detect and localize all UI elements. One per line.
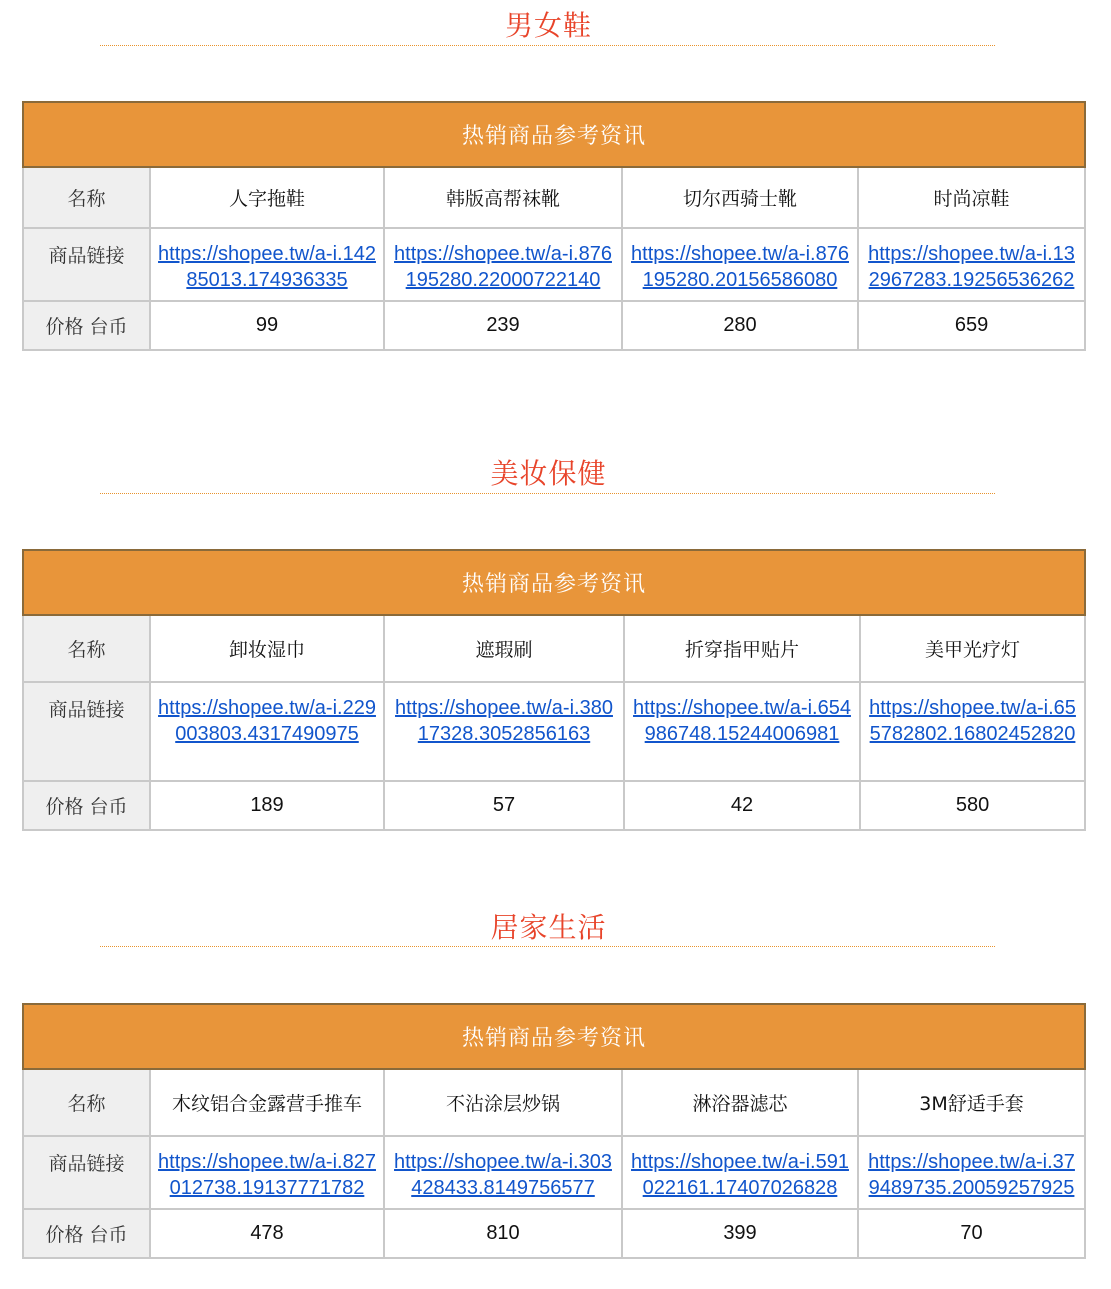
row-label-link: 商品链接 <box>23 682 150 781</box>
product-link[interactable]: https://shopee.tw/a-i.655782802.16802452820 <box>869 697 1076 745</box>
product-table-shoes <box>22 101 1086 351</box>
product-name: 人字拖鞋 <box>150 167 384 228</box>
product-link[interactable]: https://shopee.tw/a-i.303428433.8149756577 <box>394 1151 612 1199</box>
product-price: 57 <box>384 781 624 830</box>
product-link[interactable]: https://shopee.tw/a-i.38017328.3052856163 <box>395 697 613 745</box>
section-title-shoes: 男女鞋 <box>504 9 592 42</box>
row-label-link: 商品链接 <box>23 1136 150 1209</box>
product-price: 189 <box>150 781 384 830</box>
product-name: 3M舒适手套 <box>858 1069 1085 1136</box>
product-price: 99 <box>150 301 384 350</box>
row-label-link: 商品链接 <box>23 228 150 301</box>
product-link[interactable]: https://shopee.tw/a-i.876195280.22000722140 <box>394 243 612 291</box>
table-title: 热销商品参考资讯 <box>23 102 1085 167</box>
product-price: 580 <box>860 781 1085 830</box>
product-name: 折穿指甲贴片 <box>624 615 860 682</box>
product-name: 时尚凉鞋 <box>858 167 1085 228</box>
section-divider <box>100 946 995 947</box>
product-name: 木纹铝合金露营手推车 <box>150 1069 384 1136</box>
product-price: 70 <box>858 1209 1085 1258</box>
row-label-name: 名称 <box>23 615 150 682</box>
product-price: 280 <box>622 301 858 350</box>
product-name: 不沾涂层炒锅 <box>384 1069 622 1136</box>
product-price: 659 <box>858 301 1085 350</box>
product-price: 42 <box>624 781 860 830</box>
product-table-home <box>22 1003 1086 1259</box>
section-title-beauty: 美妆保健 <box>490 457 607 490</box>
product-link[interactable]: https://shopee.tw/a-i.876195280.20156586080 <box>631 243 849 291</box>
row-label-name: 名称 <box>23 1069 150 1136</box>
product-price: 810 <box>384 1209 622 1258</box>
product-price: 478 <box>150 1209 384 1258</box>
product-link[interactable]: https://shopee.tw/a-i.827012738.19137771782 <box>158 1151 376 1199</box>
product-table-beauty <box>22 549 1086 831</box>
product-name: 美甲光疗灯 <box>860 615 1085 682</box>
product-name: 切尔西骑士靴 <box>622 167 858 228</box>
product-link[interactable]: https://shopee.tw/a-i.654986748.15244006981 <box>633 697 851 745</box>
table-title: 热销商品参考资讯 <box>23 550 1085 615</box>
product-price: 239 <box>384 301 622 350</box>
product-name: 韩版高帮袜靴 <box>384 167 622 228</box>
row-label-name: 名称 <box>23 167 150 228</box>
product-name: 卸妆湿巾 <box>150 615 384 682</box>
section-title-home: 居家生活 <box>490 911 607 944</box>
product-name: 淋浴器滤芯 <box>622 1069 858 1136</box>
product-link[interactable]: https://shopee.tw/a-i.132967283.19256536262 <box>868 243 1075 291</box>
product-link[interactable]: https://shopee.tw/a-i.229003803.4317490975 <box>158 697 376 745</box>
product-name: 遮瑕刷 <box>384 615 624 682</box>
table-title: 热销商品参考资讯 <box>23 1004 1085 1069</box>
product-link[interactable]: https://shopee.tw/a-i.591022161.17407026828 <box>631 1151 849 1199</box>
section-divider <box>100 493 995 494</box>
product-link[interactable]: https://shopee.tw/a-i.14285013.174936335 <box>158 243 376 291</box>
product-link[interactable]: https://shopee.tw/a-i.379489735.20059257925 <box>868 1151 1075 1199</box>
product-price: 399 <box>622 1209 858 1258</box>
section-divider <box>100 45 995 46</box>
row-label-price: 价格 台币 <box>23 781 150 830</box>
row-label-price: 价格 台币 <box>23 301 150 350</box>
row-label-price: 价格 台币 <box>23 1209 150 1258</box>
